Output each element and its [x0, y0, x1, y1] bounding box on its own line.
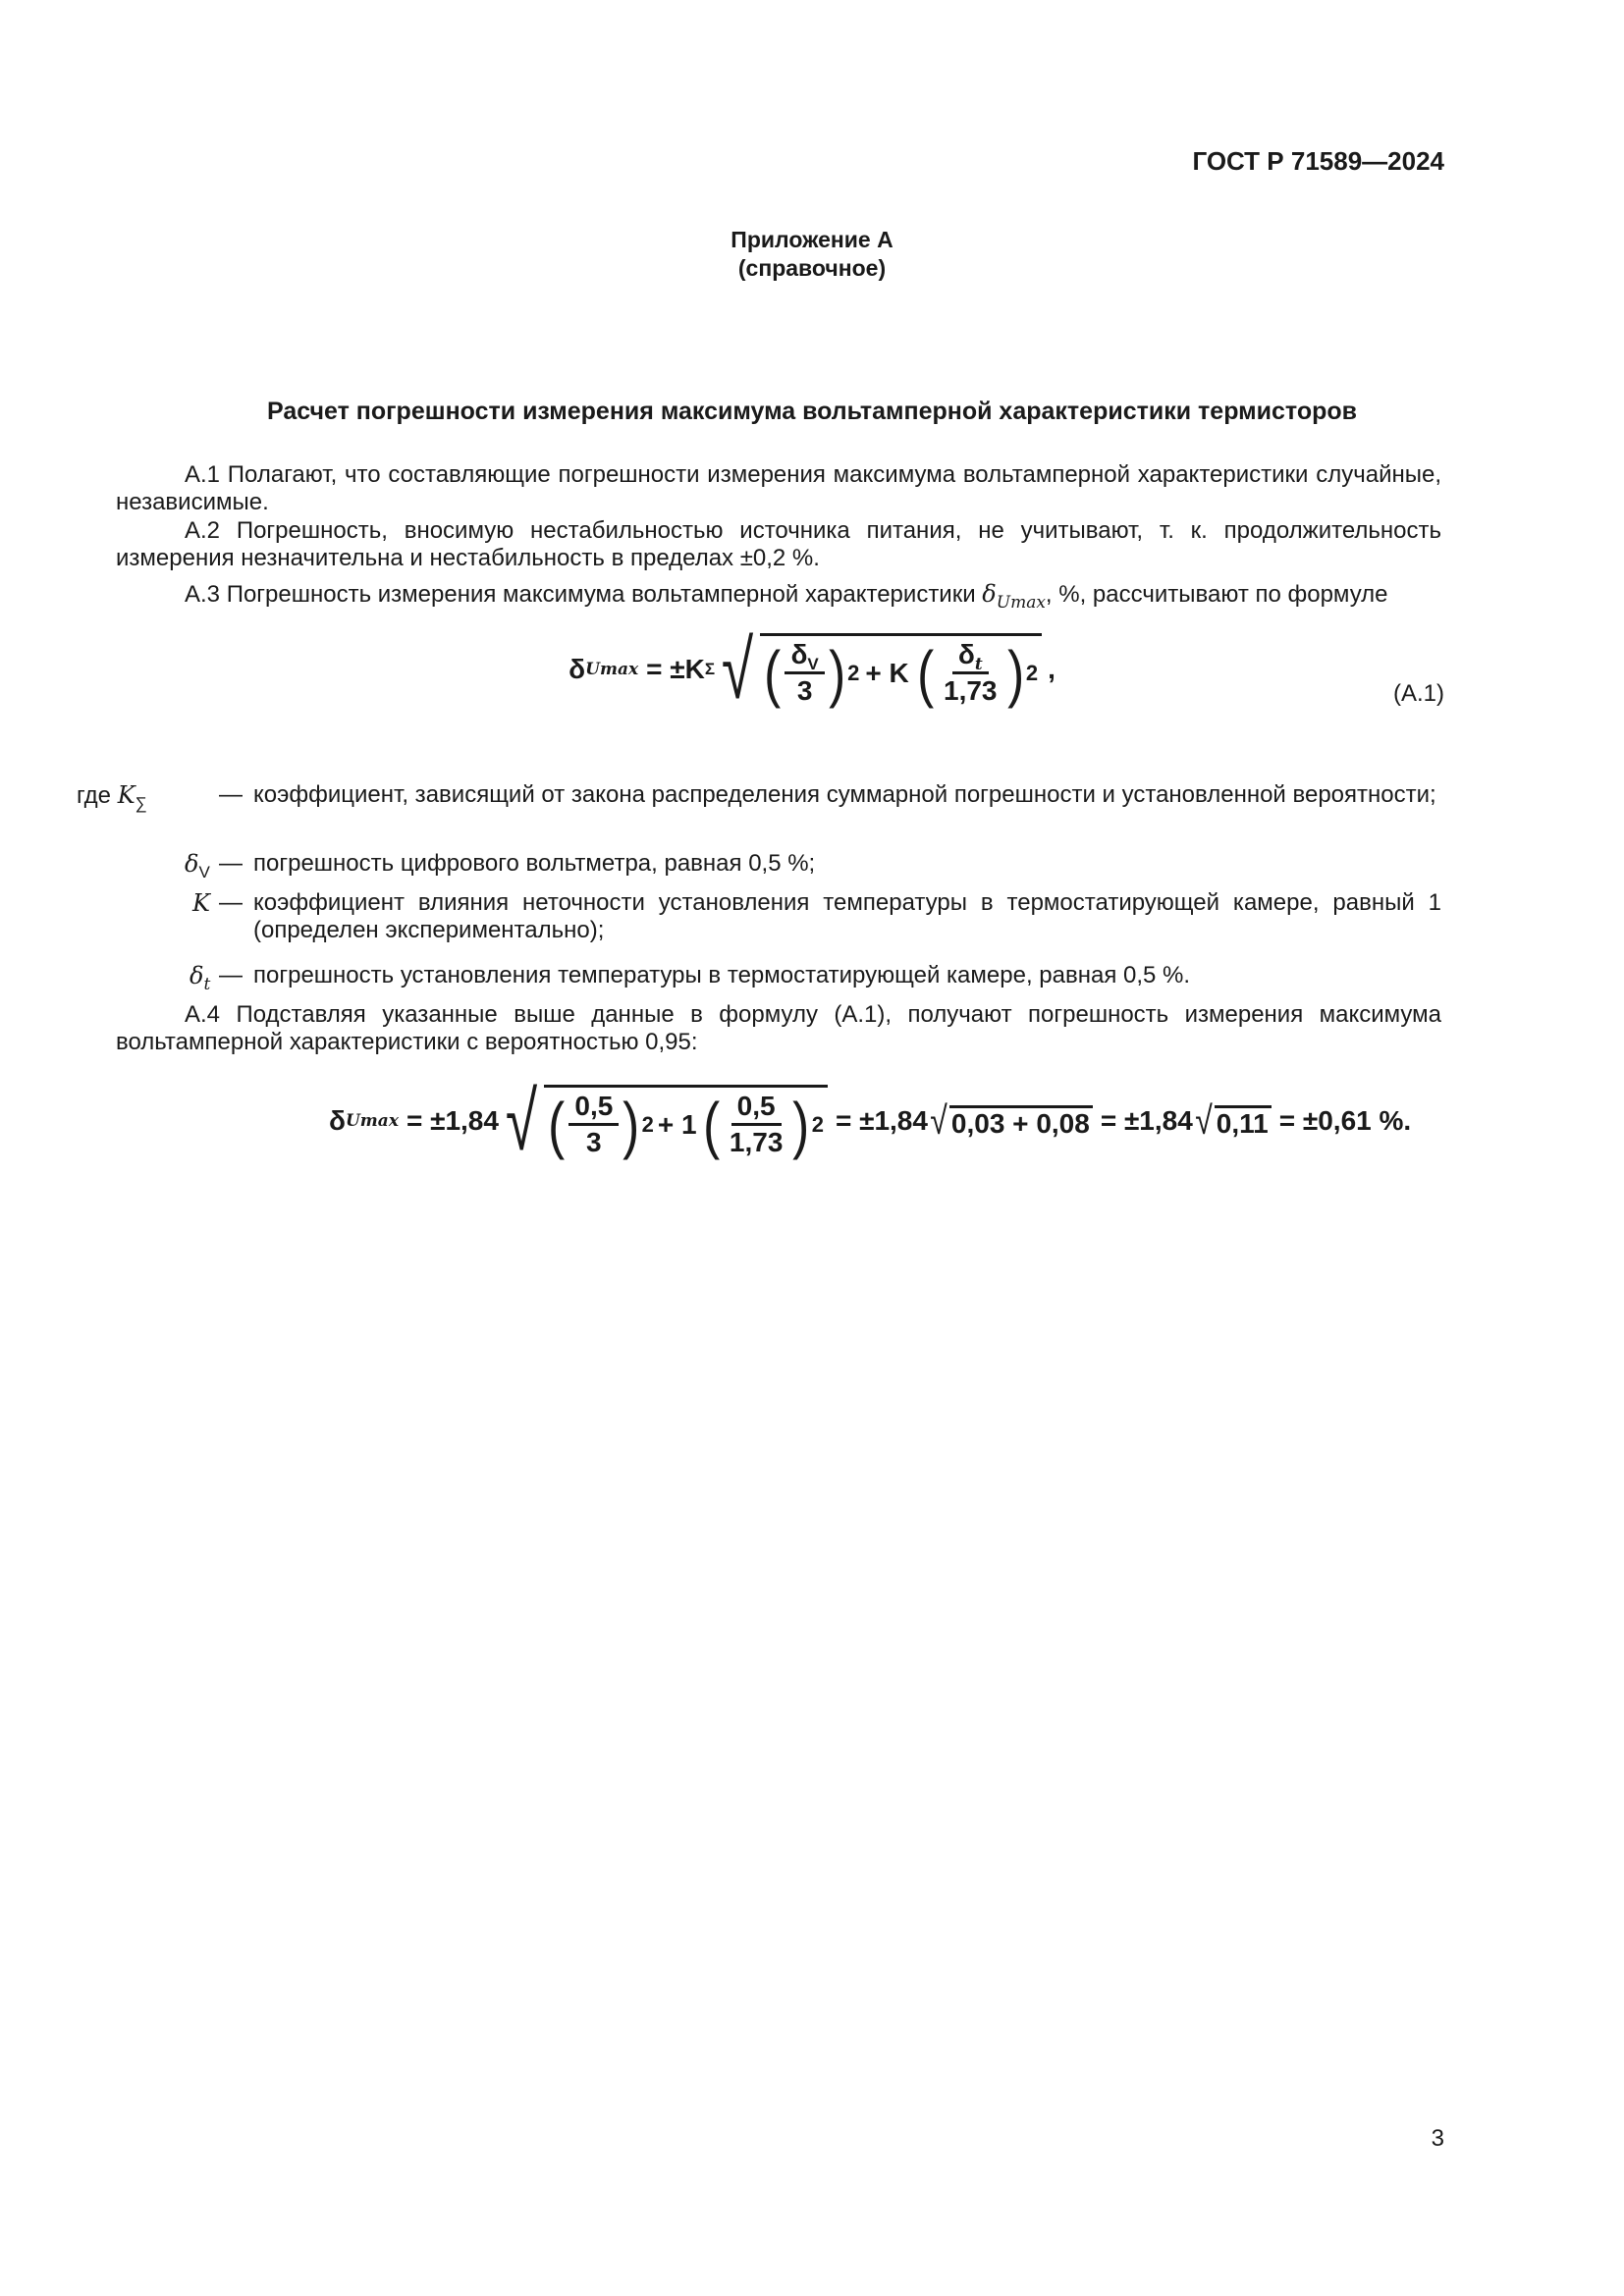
paragraph-a2: А.2 Погрешность, вносимую нестабильностью источника питания, не учитывают, т. к. продолжительность измерения незначительна и нестабильность в пределах ±0,2 %.: [116, 517, 1441, 571]
sqrt-icon: √: [1195, 1099, 1213, 1143]
sqrt-icon: √: [930, 1099, 947, 1143]
equation-number: (А.1): [1392, 680, 1444, 707]
formula-calculation: δ Umax = ±1,84 √ ( $\frac{0,5}{3}$ ) 2 + 1 ( $\frac{0,5}{1,73}$ ) 2 = ±1,84 √ 0,03 + 0,08 = ±1,84 √ 0,11 = ±0,61 %.: [329, 1075, 1412, 1167]
annex-title: Приложение А: [731, 227, 893, 252]
formula-a1: δ Umax = ±K Σ √ ( $\frac{\delta_V}{3}$ ) 2 + K ( $\frac{\delta_t}{1,73}$ ) 2 ,: [568, 623, 1056, 716]
sqrt-icon: √: [721, 623, 754, 716]
paragraph-a1: А.1 Полагают, что составляющие погрешности измерения максимума вольтамперной характеристики случайные, независимые.: [116, 461, 1441, 515]
paragraph-a3: А.3 Погрешность измерения максимума вольтамперной характеристики $\delta_{Umax}$, %, рассчитывают по формуле: [185, 580, 1388, 613]
paragraph-a4: А.4 Подставляя указанные выше данные в формулу (А.1), получают погрешность измерения максимума вольтамперной характеристики с вероятностью 0,95:: [116, 1001, 1441, 1055]
section-title: Расчет погрешности измерения максимума вольтамперной характеристики термисторов: [266, 398, 1358, 425]
annex-subtitle: (справочное): [737, 255, 887, 281]
sqrt-icon: √: [505, 1075, 538, 1167]
document-id: ГОСТ Р 71589—2024: [1192, 146, 1444, 176]
symbol-delta: δ: [982, 580, 997, 608]
page-number: 3: [1431, 2125, 1444, 2152]
